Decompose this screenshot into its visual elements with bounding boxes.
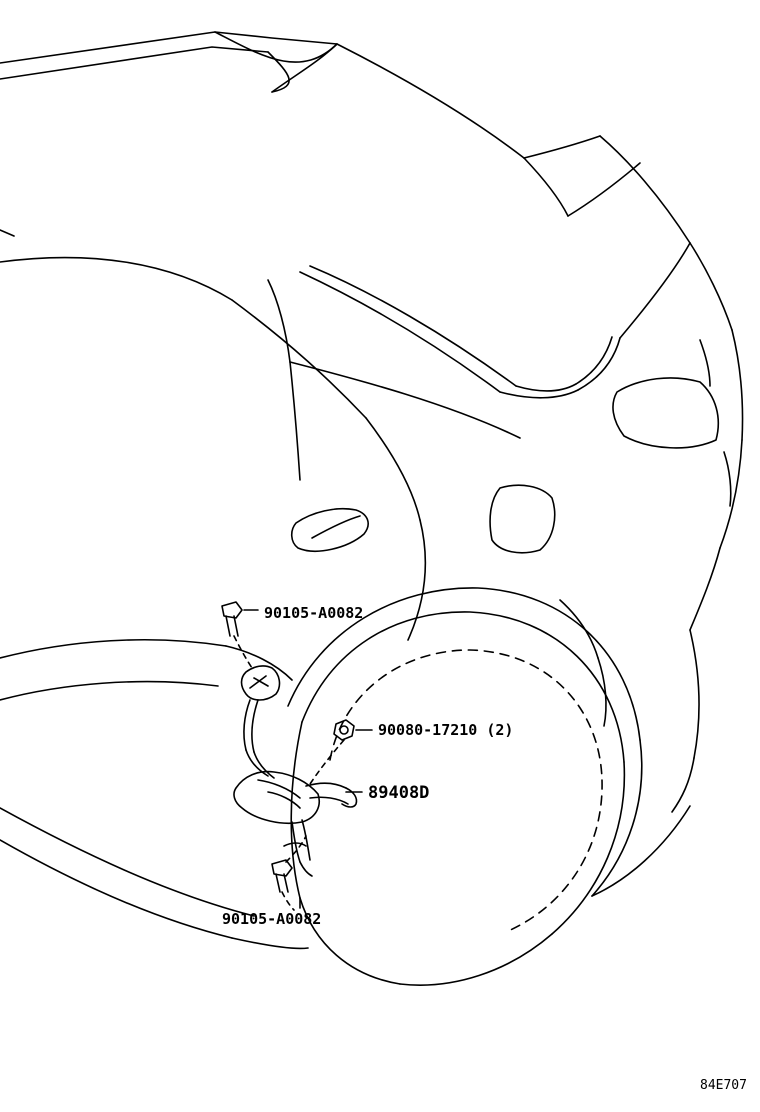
callout-label-sensor: 89408D [368, 783, 430, 803]
figure-code: 84E707 [700, 1078, 747, 1093]
callout-label-top-bolt: 90105-A0082 [264, 604, 364, 622]
callout-label-bottom-bolt: 90105-A0082 [222, 910, 322, 928]
callout-label-nut: 90080-17210 (2) [378, 721, 514, 739]
